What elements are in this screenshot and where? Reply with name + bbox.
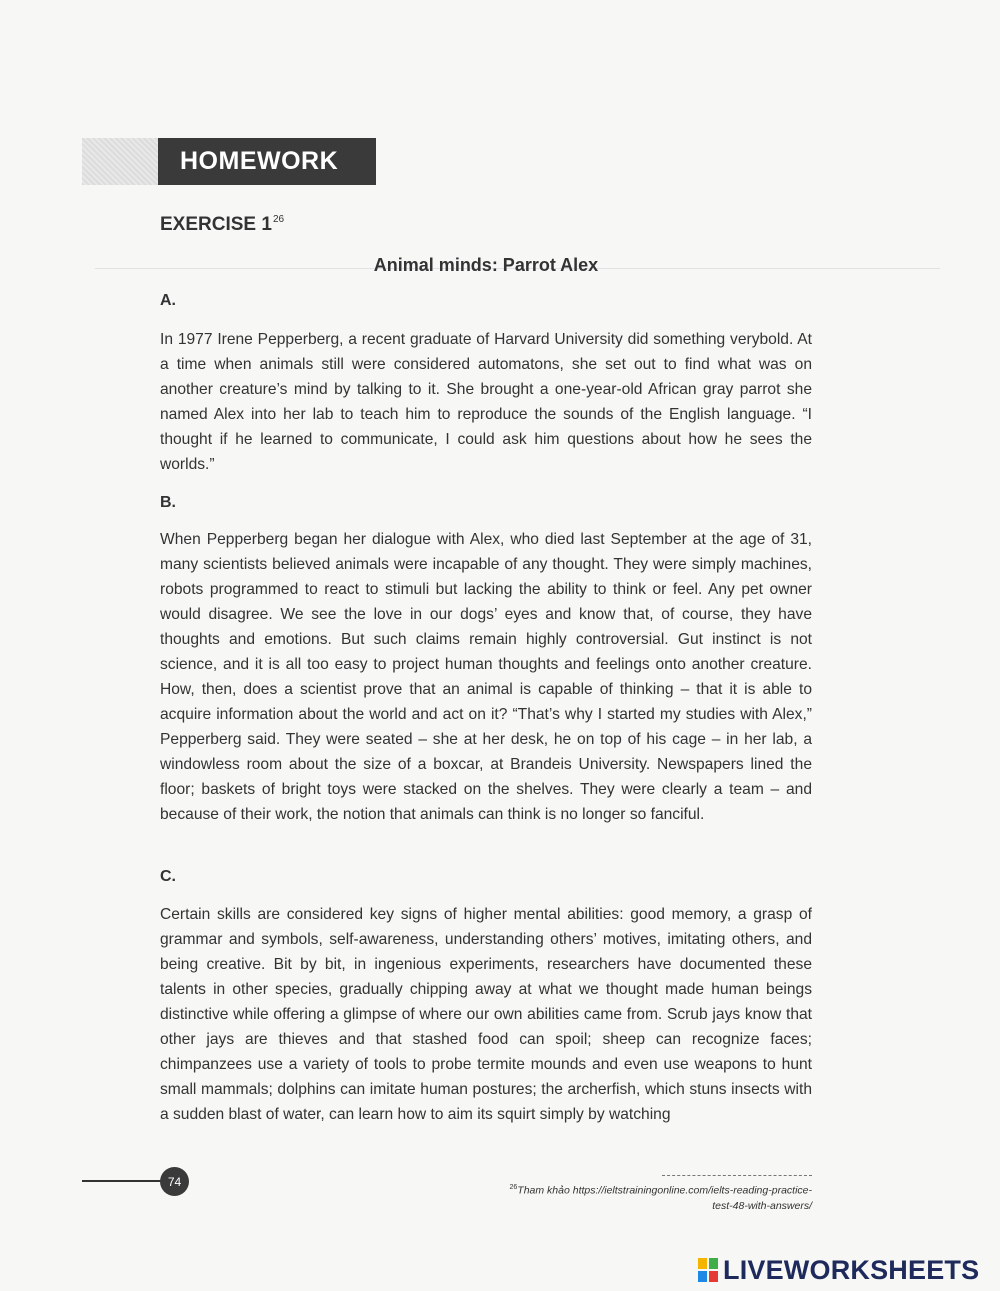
section-label-a: A. xyxy=(160,292,176,309)
page-number xyxy=(160,1167,189,1196)
footnote-line2: test-48-with-answers/ xyxy=(712,1199,812,1212)
article-title: Animal minds: Parrot Alex xyxy=(373,255,599,275)
liveworksheets-watermark xyxy=(697,1255,979,1285)
homework-banner-label: HOMEWORK xyxy=(180,147,339,175)
section-label-c: C. xyxy=(160,868,176,885)
exercise-heading xyxy=(160,214,284,236)
exercise-footnote-ref: 26 xyxy=(272,214,285,225)
liveworksheets-text: LIVEWORKSHEETS xyxy=(723,1254,980,1285)
page-number-text: 74 xyxy=(167,1174,182,1189)
footnote-divider xyxy=(662,1175,812,1176)
section-label-b: B. xyxy=(160,494,176,511)
section-text-a: In 1977 Irene Pepperberg, a recent graduate of Harvard University did something verybold. At a time when animals still were considered automatons, she set out to find what was on another creature’s mind by talking to it. She brought a one-year-old African gray parrot she named Alex into her lab to teach him to reproduce the sounds of the English language. “I thought if he learned to communicate, I could ask him questions about how he sees the worlds.” xyxy=(160,331,812,473)
section-text-b: When Pepperberg began her dialogue with Alex, who died last September at the age of 31, many scientists believed animals were incapable of any thought. They were simply machines, robots programmed to react to stimuli but lacking the ability to think or feel. Any pet owner would disagree. We see the love in our dogs’ eyes and know that, of course, they have thoughts and emotions. But such claims remain highly controversial. Gut instinct is not science, and it is all too easy to project human thoughts and feelings onto another creature. How, then, does a scientist prove that an animal is capable of thinking – that it is able to acquire information about the world and act on it? “That’s why I started my studies with Alex,” Pepperberg said. They were seated – she at her desk, he on top of his cage – in her lab, a windowless room about the size of a boxcar, at Brandeis University. Newspapers lined the floor; baskets of bright toys were stacked on the shelves. They were clearly a team – and because of their work, the notion that animals can think is no longer so fanciful. xyxy=(160,531,812,823)
footnote-marker: 26 xyxy=(509,1184,518,1191)
exercise-label: EXERCISE 1 xyxy=(160,214,272,235)
footer-rule xyxy=(82,1180,162,1182)
footnote xyxy=(440,1180,812,1214)
banner-shade xyxy=(82,138,162,185)
footnote-line1: Tham khảo https://ieltstrainingonline.com/ielts-reading-practice- xyxy=(517,1184,812,1197)
liveworksheets-logo-icon xyxy=(697,1257,719,1283)
homework-banner xyxy=(158,138,376,185)
section-text-c: Certain skills are considered key signs of higher mental abilities: good memory, a grasp of grammar and symbols, self-awareness, understanding others’ motives, imitating others, and being creative. Bit by bit, in ingenious experiments, researchers have documented these talents in other species, gradually chipping away at what we thought made human beings distinctive while offering a glimpse of where our own abilities came from. Scrub jays know that other jays are thieves and that stashed food can spoil; sheep can recognize faces; chimpanzees use a variety of tools to probe termite mounds and even use weapons to hunt small mammals; dolphins can imitate human postures; the archerfish, which stuns insects with a sudden blast of water, can learn how to aim its squirt simply by watching xyxy=(160,906,812,1123)
